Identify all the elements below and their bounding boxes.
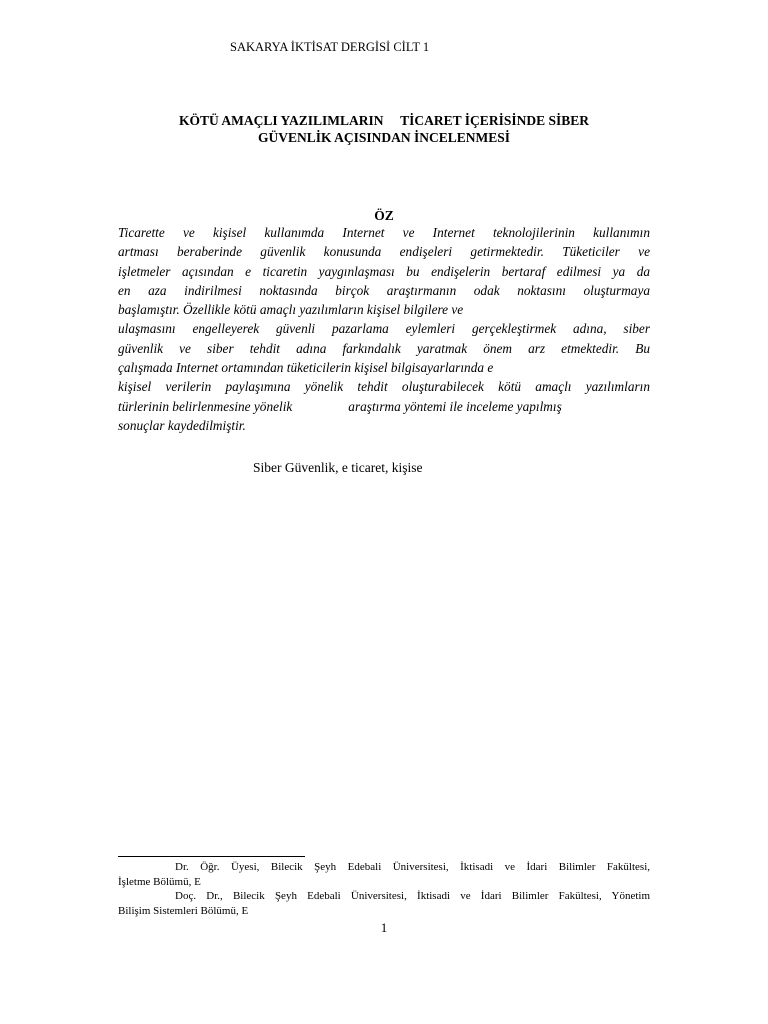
abstract-line-split: [118, 397, 650, 416]
footnotes: [118, 860, 650, 918]
article-title: [118, 112, 650, 146]
running-header: SAKARYA İKTİSAT DERGİSİ CİLT 1: [230, 40, 430, 54]
keywords: Siber Güvenlik, e ticaret, kişise: [253, 460, 423, 475]
title-line-2: GÜVENLİK AÇISINDAN İNCELENMESİ: [257, 130, 511, 145]
footnote-1-line-2: İşletme Bölümü, E: [118, 875, 201, 888]
page-number: 1: [380, 920, 388, 935]
abstract-line: ulaşmasını engelleyerek güvenli pazarlama eylemleri gerçekleştirmek adına, siber: [118, 321, 650, 337]
footnote-1-line-1: Dr. Öğr. Üyesi, Bilecik Şeyh Edebali Üniversitesi, İktisadi ve İdari Bilimler Fakültesi,: [175, 861, 650, 873]
abstract-line: sonuçlar kaydedilmiştir.: [118, 417, 246, 433]
abstract-line: başlamıştır. Özellikle kötü amaçlı yazılımların kişisel bilgilere ve: [118, 302, 464, 318]
footnote-separator: [118, 856, 305, 857]
abstract-line: en aza indirilmesi noktasında birçok araştırmanın odak noktasını oluşturmaya: [118, 282, 650, 298]
abstract-line: artması beraberinde güvenlik konusunda endişeleri getirmektedir. Tüketiciler ve: [118, 244, 650, 260]
abstract-line: işletmeler açısından e ticaretin yaygınlaşması bu endişelerin bertaraf edilmesi ya da: [118, 263, 650, 279]
title-line-1: KÖTÜ AMAÇLI YAZILIMLARIN TİCARET İÇERİSİNDE SİBER: [179, 113, 589, 128]
abstract-line-part: türlerinin belirlenmesine yönelik: [118, 398, 293, 414]
abstract-line-part: araştırma yöntemi ile inceleme yapılmış: [348, 398, 562, 414]
abstract-heading: ÖZ: [374, 208, 394, 223]
abstract-body: [118, 223, 650, 435]
abstract-line: çalışmada Internet ortamından tüketicilerin kişisel bilgisayarlarında e: [118, 360, 494, 376]
footnote-2-line-2: Bilişim Sistemleri Bölümü, E: [118, 904, 249, 917]
footnote-2-line-1: Doç. Dr., Bilecik Şeyh Edebali Üniversitesi, İktisadi ve İdari Bilimler Fakültesi, Yönetim: [175, 890, 650, 902]
abstract-line: Ticarette ve kişisel kullanımda Internet ve Internet teknolojilerinin kullanımın: [118, 225, 650, 240]
abstract-line: güvenlik ve siber tehdit adına farkındalık yaratmak önem arz etmektedir. Bu: [118, 340, 650, 356]
abstract-line: kişisel verilerin paylaşımına yönelik tehdit oluşturabilecek kötü amaçlı yazılımların: [118, 379, 650, 395]
